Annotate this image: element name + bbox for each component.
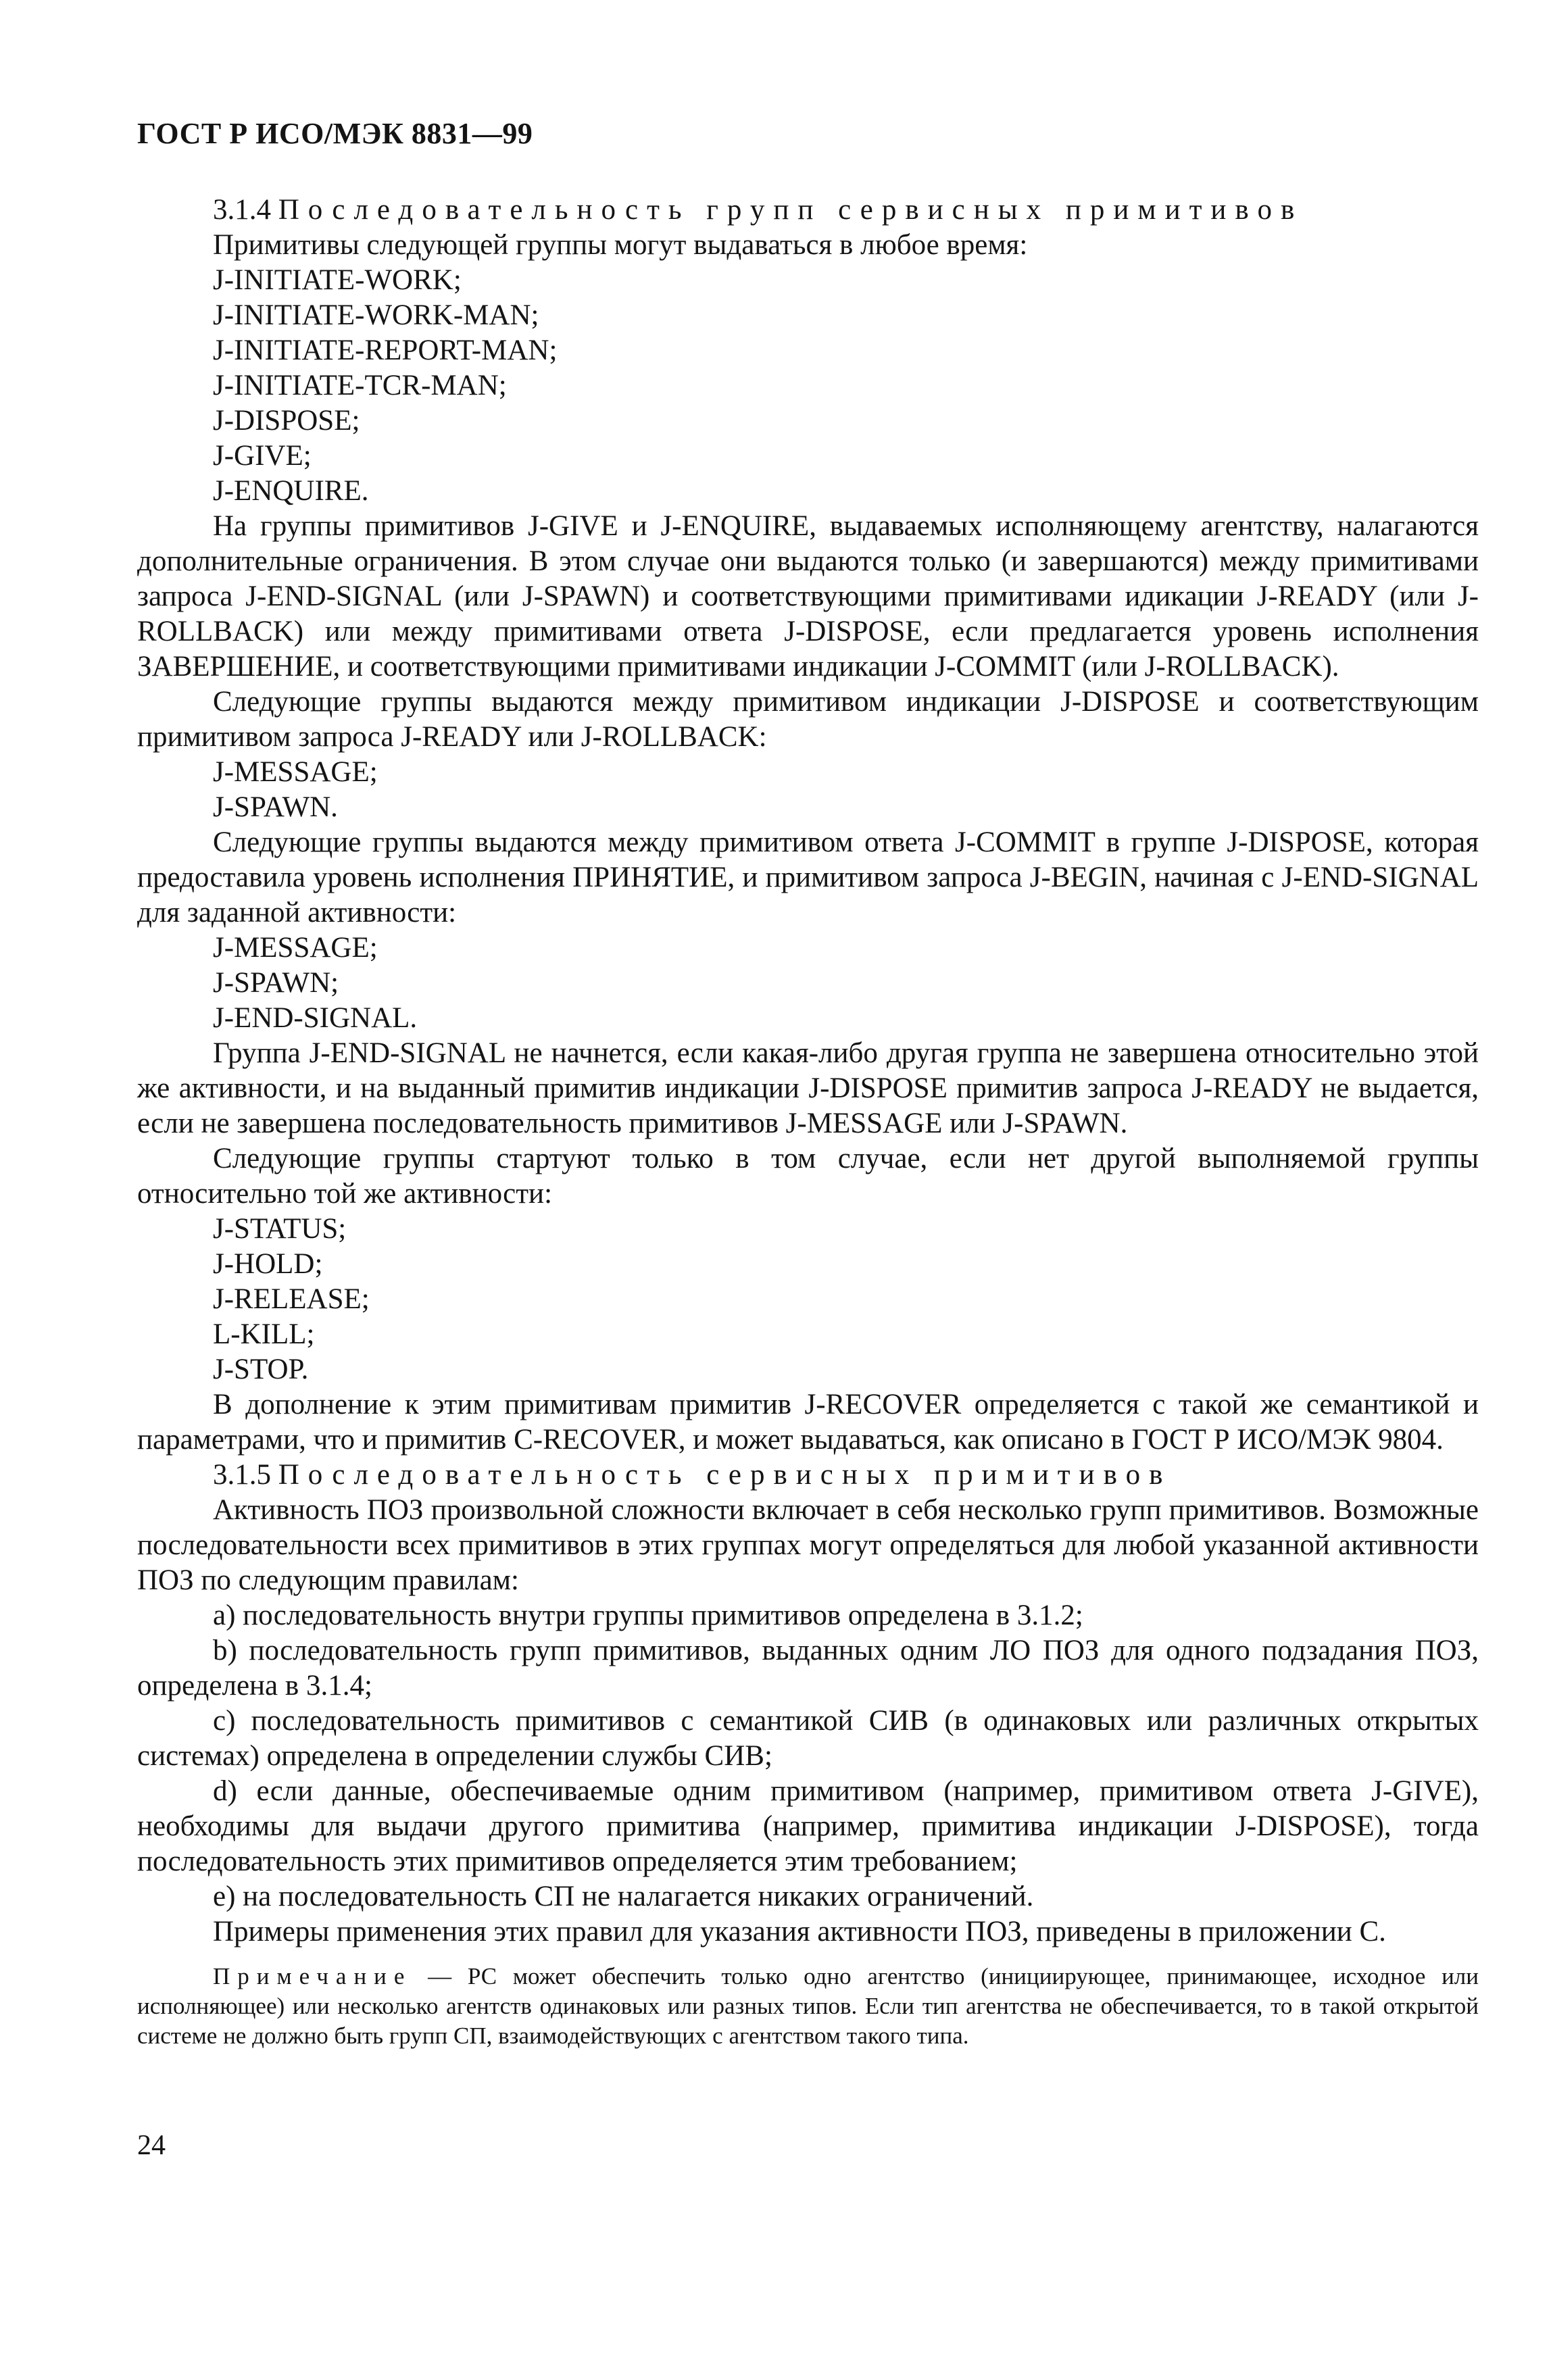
list-item: J-INITIATE-REPORT-MAN; xyxy=(213,334,558,366)
list-item: J-HOLD; xyxy=(213,1248,323,1280)
list-item: J-RELEASE; xyxy=(213,1283,370,1315)
list-item: J-MESSAGE; xyxy=(213,932,378,964)
list-item: J-INITIATE-WORK; xyxy=(213,264,462,296)
paragraph: На группы примитивов J-GIVE и J-ENQUIRE, выдаваемых исполняющему агентству, налагаются дополнительные ограничения. В этом случае они выдаются только (и завершаются) между примитивами запроса J-END-SIGNAL (или J-SPAWN) и соответствующими примитивами идикации J-READY (или J-ROLLBACK) или между примитивами ответа J-DISPOSE, если предлагается уровень исполнения ЗАВЕРШЕНИЕ, и соответствующими примитивами индикации J-COMMIT (или J-ROLLBACK). xyxy=(137,510,1479,683)
list-item: J-END-SIGNAL. xyxy=(213,1002,418,1034)
page-body xyxy=(137,193,1479,2051)
note-text: — РС может обеспечить только одно агентство (инициирующее, принимающее, исходное или исполняющее) или несколько агентств одинаковых или разных типов. Если тип агентства не обеспечивается, то в такой открытой системе не должно быть групп СП, взаимодействующих с агентством такого типа. xyxy=(137,1963,1479,2049)
section-3-1-5-heading xyxy=(137,1458,1479,1493)
rule-item: b) последовательность групп примитивов, выданных одним ЛО ПОЗ для одного подзадания ПОЗ, определена в 3.1.4; xyxy=(137,1635,1479,1702)
list-item: J-SPAWN. xyxy=(213,791,338,823)
list-item: J-DISPOSE; xyxy=(213,405,360,437)
list-item: J-INITIATE-WORK-MAN; xyxy=(213,299,539,331)
list-item: J-MESSAGE; xyxy=(213,756,378,788)
rule-item: a) последовательность внутри группы примитивов определена в 3.1.2; xyxy=(213,1600,1083,1631)
paragraph: Следующие группы стартуют только в том случае, если нет другой выполняемой группы относительно той же активности: xyxy=(137,1143,1479,1210)
list-item: L-KILL; xyxy=(213,1318,315,1350)
paragraph: Примитивы следующей группы могут выдаваться в любое время: xyxy=(213,229,1028,261)
note-label: Примечание xyxy=(213,1963,412,1989)
section-3-1-4-heading xyxy=(137,193,1479,228)
note-paragraph xyxy=(137,1962,1479,2051)
paragraph: Следующие группы выдаются между примитивом ответа J-COMMIT в группе J-DISPOSE, которая предоставила уровень исполнения ПРИНЯТИЕ, и примитивом запроса J-BEGIN, начиная с J-END-SIGNAL для заданной активности: xyxy=(137,826,1479,928)
rule-item: c) последовательность примитивов с семантикой СИВ (в одинаковых или различных открытых системах) определена в определении службы СИВ; xyxy=(137,1705,1479,1772)
section-title: Последовательность групп сервисных примитивов xyxy=(278,194,1304,226)
paragraph: Активность ПОЗ произвольной сложности включает в себя несколько групп примитивов. Возможные последовательности всех примитивов в этих группах могут определяться для любой указанной активности ПОЗ по следующим правилам: xyxy=(137,1494,1479,1596)
page-number: 24 xyxy=(137,2130,166,2161)
list-item: J-SPAWN; xyxy=(213,967,339,999)
list-item: J-STOP. xyxy=(213,1354,309,1385)
section-number: 3.1.5 xyxy=(213,1459,271,1491)
rule-item: d) если данные, обеспечиваемые одним примитивом (например, примитивом ответа J-GIVE), необходимы для выдачи другого примитива (например, примитива индикации J-DISPOSE), тогда последовательность этих примитивов определяется этим требованием; xyxy=(137,1775,1479,1877)
paragraph: Следующие группы выдаются между примитивом индикации J-DISPOSE и соответствующим примитивом запроса J-READY или J-ROLLBACK: xyxy=(137,686,1479,753)
list-item: J-ENQUIRE. xyxy=(213,475,369,507)
section-title: Последовательность сервисных примитивов xyxy=(278,1459,1172,1491)
note-block xyxy=(137,1962,1479,2051)
list-item: J-INITIATE-TCR-MAN; xyxy=(213,370,507,401)
paragraph: Группа J-END-SIGNAL не начнется, если какая-либо другая группа не завершена относительно этой же активности, и на выданный примитив индикации J-DISPOSE примитив запроса J-READY не выдается, если не завершена последовательность примитивов J-MESSAGE или J-SPAWN. xyxy=(137,1037,1479,1139)
list-item: J-GIVE; xyxy=(213,440,312,472)
paragraph: В дополнение к этим примитивам примитив J-RECOVER определяется с такой же семантикой и параметрами, что и примитив C-RECOVER, и может выдаваться, как описано в ГОСТ Р ИСО/МЭК 9804. xyxy=(137,1389,1479,1456)
section-number: 3.1.4 xyxy=(213,194,271,226)
document-header: ГОСТ Р ИСО/МЭК 8831—99 xyxy=(137,117,533,150)
list-item: J-STATUS; xyxy=(213,1213,347,1245)
rule-item: e) на последовательность СП не налагается никаких ограничений. xyxy=(213,1881,1034,1912)
paragraph: Примеры применения этих правил для указания активности ПОЗ, приведены в приложении С. xyxy=(213,1916,1386,1948)
